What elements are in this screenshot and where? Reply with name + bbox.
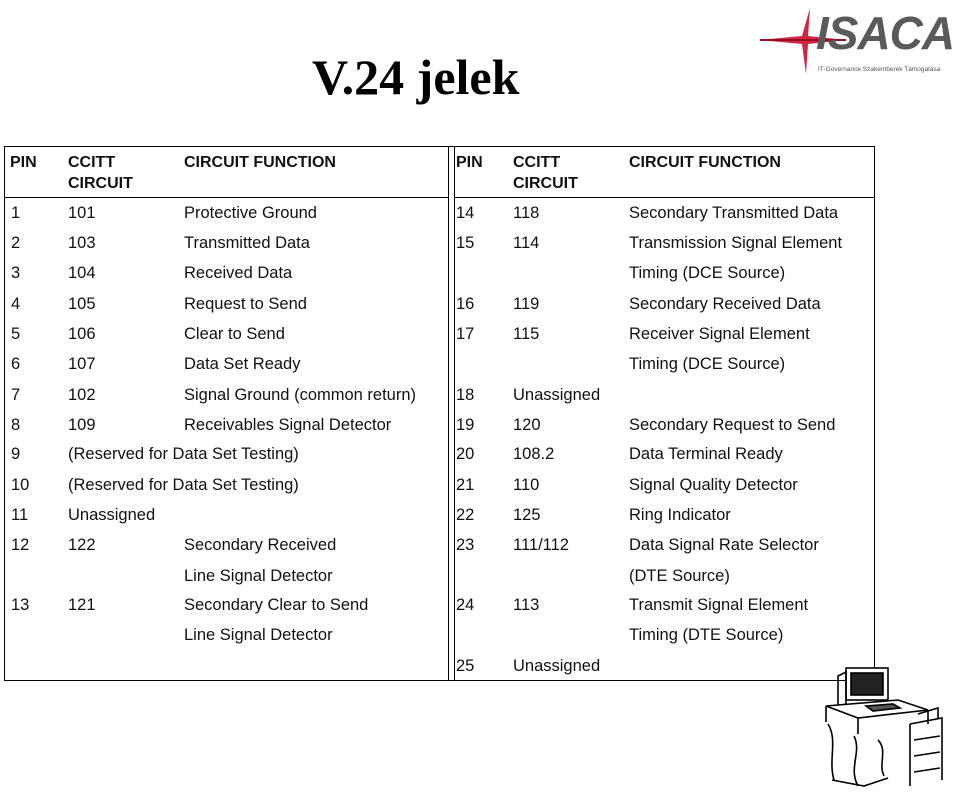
cell-func: Receiver Signal Element <box>629 325 810 343</box>
cell-ccitt: 121 <box>68 596 96 614</box>
cell-ccitt: 114 <box>513 234 540 252</box>
cell-func: Data Signal Rate Selector <box>629 536 819 554</box>
cell-func: Transmit Signal Element <box>629 596 809 614</box>
cell-func: Timing (DCE Source) <box>629 264 786 282</box>
cell-pin: 21 <box>456 476 475 494</box>
page-title: V.24 jelek <box>312 49 520 105</box>
cell-pin: 25 <box>456 657 475 675</box>
cell-func: Signal Ground (common return) <box>184 386 417 404</box>
cell-func: Transmitted Data <box>184 234 310 252</box>
cell-func: Receivables Signal Detector <box>184 416 392 434</box>
cell-ccitt: 120 <box>513 416 541 434</box>
header-ccitt: CCITT <box>513 154 561 171</box>
cell-pin: 24 <box>456 596 475 614</box>
cell-ccitt: 113 <box>513 596 540 614</box>
header-pin: PIN <box>456 154 483 171</box>
header-function: CIRCUIT FUNCTION <box>184 154 336 171</box>
cell-func: Data Terminal Ready <box>629 445 783 463</box>
cell-pin: 12 <box>11 536 30 554</box>
cell-ccitt: 118 <box>513 204 540 222</box>
cell-pin: 8 <box>11 416 21 434</box>
cell-func: Data Set Ready <box>184 355 301 373</box>
column-divider <box>454 147 455 680</box>
cell-func: Transmission Signal Element <box>629 234 843 252</box>
cell-ccitt: Unassigned <box>513 657 601 675</box>
cell-func: Secondary Clear to Send <box>184 596 369 614</box>
cell-pin: 7 <box>11 386 21 404</box>
cell-func: Line Signal Detector <box>184 567 333 585</box>
cell-func: Secondary Request to Send <box>629 416 836 434</box>
cell-pin: 3 <box>11 264 21 282</box>
cell-pin: 17 <box>456 325 475 343</box>
cell-pin: 22 <box>456 506 475 524</box>
cell-ccitt: Unassigned <box>68 506 156 524</box>
cell-ccitt: 110 <box>513 476 540 494</box>
cell-pin: 15 <box>456 234 475 252</box>
cell-func: Protective Ground <box>184 204 317 222</box>
logo-subtitle: IT-Governance Szakemberek Támogatása <box>818 66 941 73</box>
cell-ccitt: 103 <box>68 234 96 252</box>
cell-func: Signal Quality Detector <box>629 476 798 494</box>
cell-pin: 5 <box>11 325 21 343</box>
cell-ccitt: 101 <box>68 204 96 222</box>
cell-func: Line Signal Detector <box>184 626 333 644</box>
cell-ccitt: (Reserved for Data Set Testing) <box>68 476 299 494</box>
cell-func: Clear to Send <box>184 325 285 343</box>
cell-pin: 4 <box>11 295 21 313</box>
cell-func: Ring Indicator <box>629 506 731 524</box>
cell-pin: 6 <box>11 355 21 373</box>
cell-ccitt: 105 <box>68 295 96 313</box>
cell-ccitt: (Reserved for Data Set Testing) <box>68 445 299 463</box>
isaca-logo <box>758 2 956 78</box>
header-rule <box>5 197 448 198</box>
cell-pin: 14 <box>456 204 475 222</box>
cell-ccitt: 122 <box>68 536 96 554</box>
cell-func: Request to Send <box>184 295 307 313</box>
computer-desk-icon <box>818 660 948 793</box>
header-pin: PIN <box>10 154 37 171</box>
cell-ccitt: 102 <box>68 386 96 404</box>
column-divider <box>448 147 449 680</box>
header-rule <box>454 197 874 198</box>
cell-pin: 23 <box>456 536 475 554</box>
cell-func: Received Data <box>184 264 293 282</box>
cell-pin: 9 <box>11 445 21 463</box>
header-function: CIRCUIT FUNCTION <box>629 154 781 171</box>
cell-func: Secondary Received Data <box>629 295 821 313</box>
cell-pin: 16 <box>456 295 475 313</box>
cell-ccitt: 119 <box>513 295 540 313</box>
cell-ccitt: 107 <box>68 355 96 373</box>
cell-pin: 19 <box>456 416 475 434</box>
cell-pin: 1 <box>11 204 21 222</box>
cell-pin: 11 <box>11 506 29 524</box>
cell-func: Secondary Transmitted Data <box>629 204 839 222</box>
cell-func: Timing (DCE Source) <box>629 355 786 373</box>
cell-ccitt: 111/112 <box>513 536 569 554</box>
cell-pin: 2 <box>11 234 21 252</box>
cell-func: (DTE Source) <box>629 567 730 585</box>
cell-ccitt: 115 <box>513 325 540 343</box>
cell-pin: 18 <box>456 386 475 404</box>
cell-func: Secondary Received <box>184 536 337 554</box>
cell-ccitt: 108.2 <box>513 445 555 463</box>
cell-func: Timing (DTE Source) <box>629 626 784 644</box>
cell-pin: 10 <box>11 476 30 494</box>
logo-wordmark: ISACA <box>816 7 955 59</box>
header-circuit: CIRCUIT <box>513 175 578 192</box>
v24-pin-table <box>4 146 875 681</box>
header-circuit: CIRCUIT <box>68 175 133 192</box>
cell-ccitt: 106 <box>68 325 96 343</box>
header-ccitt: CCITT <box>68 154 116 171</box>
cell-pin: 20 <box>456 445 475 463</box>
cell-ccitt: 104 <box>68 264 96 282</box>
cell-ccitt: Unassigned <box>513 386 601 404</box>
cell-pin: 13 <box>11 596 30 614</box>
cell-ccitt: 125 <box>513 506 541 524</box>
cell-ccitt: 109 <box>68 416 96 434</box>
